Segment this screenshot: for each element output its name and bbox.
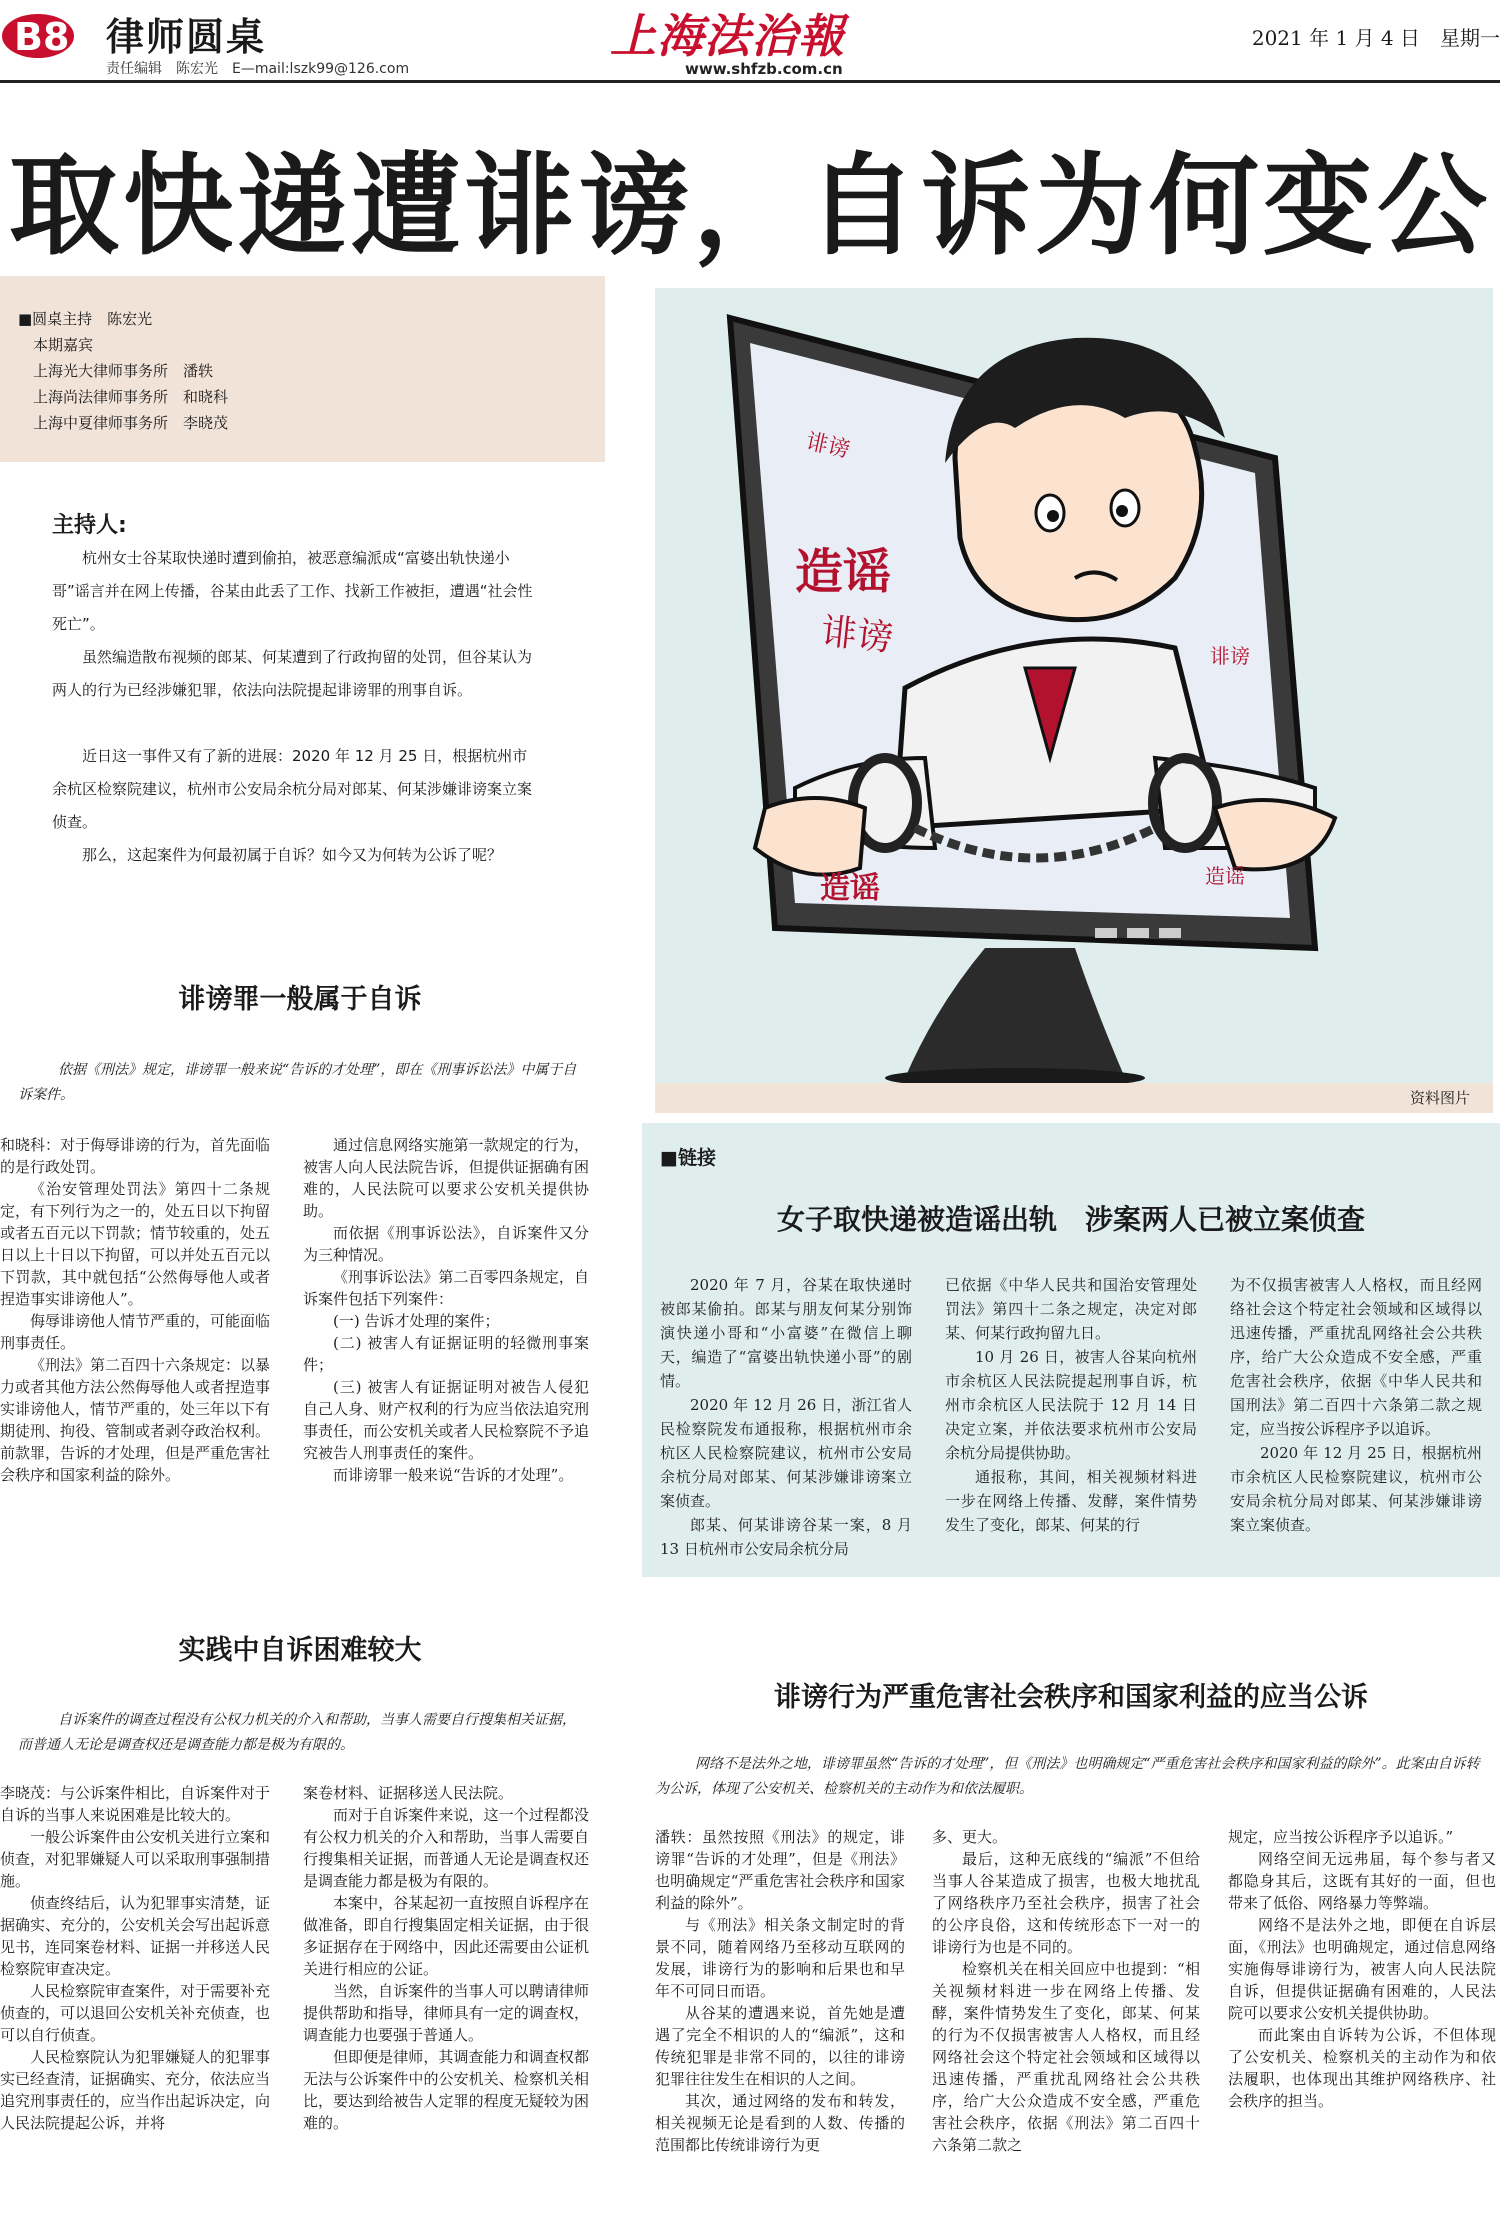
section-2-lead: 自诉案件的调查过程没有公权力机关的介入和帮助，当事人需要自行搜集相关证据，而普通人无论是调查权还是调查能力都是极为有限的。: [18, 1712, 576, 1753]
paragraph: 2020 年 12 月 25 日，根据杭州市余杭区人民检察院建议，杭州市公安局余杭分局对郎某、何某涉嫌诽谤案立案侦查。: [1230, 1444, 1482, 1534]
guests-label: 本期嘉宾: [18, 336, 94, 354]
paragraph: 其次，通过网络的发布和转发，相关视频无论是看到的人数、传播的范围都比传统诽谤行为更: [655, 2092, 905, 2154]
paragraph: 而依据《刑事诉讼法》，自诉案件又分为三种情况。: [303, 1224, 589, 1264]
illustration-credit: 资料图片: [1410, 1089, 1471, 1107]
host-line: ■圆桌主持 陈宏光: [18, 310, 153, 328]
paragraph: 一般公诉案件由公安机关进行立案和侦查，对犯罪嫌疑人可以采取刑事强制措施。: [0, 1828, 271, 1890]
monitor-stand: [905, 948, 1125, 1078]
paragraph: 《刑事诉讼法》第二百零四条规定，自诉案件包括下列案件：: [303, 1268, 589, 1308]
paragraph: 而诽谤罪一般来说“告诉的才处理”。: [333, 1466, 574, 1484]
paragraph: 而对于自诉案件来说，这一个过程都没有公权力机关的介入和帮助，当事人需要自行搜集相关证据，而普通人无论是调查权还是调查能力都是极为有限的。: [303, 1806, 589, 1890]
screen-word: 造谣: [795, 544, 892, 600]
paragraph: 已依据《中华人民共和国治安管理处罚法》第四十二条之规定，决定对郎某、何某行政拘留九日。: [945, 1276, 1197, 1342]
link-column: [1230, 1273, 1482, 1537]
paragraph: 而此案由自诉转为公诉，不但体现了公安机关、检察机关的主动作为和依法履职，也体现出其维护网络秩序、社会秩序的担当。: [1228, 2026, 1496, 2110]
paragraph: 《治安管理处罚法》第四十二条规定，有下列行为之一的，处五日以下拘留或者五百元以下罚款；情节较重的，处五日以上十日以下拘留，可以并处五百元以下罚款，其中就包括“公然侮辱他人或者捏造事实诽谤他人”。: [0, 1180, 271, 1308]
link-column: [945, 1273, 1197, 1537]
paragraph: 本案中，谷某起初一直按照自诉程序在做准备，即自行搜集固定相关证据，由于很多证据存在于网络中，因此还需要由公证机关进行相应的公证。: [303, 1894, 589, 1978]
intro-paragraph: 杭州女士谷某取快递时遭到偷拍，被恶意编派成“富婆出轨快递小哥”谣言并在网上传播，谷某由此丢了工作、找新工作被拒，遭遇“社会性死亡”。: [52, 549, 533, 633]
paragraph: 从谷某的遭遇来说，首先她是遭遇了完全不相识的人的“编派”，这和传统犯罪是非常不同的，以往的诽谤犯罪往往发生在相识的人之间。: [655, 2004, 905, 2088]
paragraph: 为不仅损害被害人人格权，而且经网络社会这个特定社会领域和区域得以迅速传播，严重扰乱网络社会公共秩序，给广大公众造成不安全感，严重危害社会秩序，依据《中华人民共和国刑法》第二百四十六条第二款之规定，应当按公诉程序予以追诉。: [1230, 1276, 1482, 1438]
masthead: [0, 0, 1500, 80]
paragraph: 2020 年 7 月，谷某在取快递时被郎某偷拍。郎某与朋友何某分别饰演快递小哥和“小富婆”在微信上聊天，编造了“富婆出轨快递小哥”的剧情。: [660, 1276, 912, 1390]
paragraph: 李晓茂：与公诉案件相比，自诉案件对于自诉的当事人来说困难是比较大的。: [0, 1784, 271, 1824]
paragraph: 与《刑法》相关条文制定时的背景不同，随着网络乃至移动互联网的发展，诽谤行为的影响和后果也和早年不可同日而语。: [655, 1916, 905, 2000]
guest-line: 上海尚法律师事务所 和晓科: [18, 388, 229, 406]
intro-paragraph: 那么，这起案件为何最初属于自诉？如今又为何转为公诉了呢？: [82, 846, 503, 864]
page-number: B8: [14, 15, 70, 59]
paragraph: 和晓科：对于侮辱诽谤的行为，首先面临的是行政处罚。: [0, 1136, 271, 1176]
paragraph: 通报称，其间，相关视频材料进一步在网络上传播、发酵，案件情势发生了变化，郎某、何某的行: [945, 1468, 1197, 1534]
paragraph: 潘轶：虽然按照《刑法》的规定，诽谤罪“告诉的才处理”，但是《刑法》也明确规定“严重危害社会秩序和国家利益的除外”。: [655, 1828, 905, 1912]
masthead-rule: [0, 80, 1500, 83]
paragraph: (三) 被害人有证据证明对被告人侵犯自己人身、财产权利的行为应当依法追究刑事责任，而公安机关或者人民检察院不予追究被告人刑事责任的案件。: [303, 1378, 589, 1462]
screen-word: 造谣: [820, 871, 880, 906]
roundtable-guests-box: [0, 276, 605, 462]
paragraph: 最后，这种无底线的“编派”不但给当事人谷某造成了损害，也极大地扰乱了网络秩序乃至社会秩序，损害了社会的公序良俗，这和传统形态下一对一的诽谤行为也是不同的。: [932, 1850, 1200, 1956]
paragraph: 人民检察院审查案件，对于需要补充侦查的，可以退回公安机关补充侦查，也可以自行侦查。: [0, 1982, 271, 2044]
section-3-title: 诽谤行为严重危害社会秩序和国家利益的应当公诉: [774, 1682, 1368, 1713]
link-label: ■链接: [660, 1147, 716, 1169]
section-2-title: 实践中自诉困难较大: [178, 1635, 422, 1666]
paragraph: (一) 告诉才处理的案件；: [333, 1312, 500, 1330]
screen-word: 造谣: [1205, 864, 1245, 888]
paragraph: 但即便是律师，其调查能力和调查权都无法与公诉案件中的公安机关、检察机关相比，要达到给被告人定罪的程度无疑较为困难的。: [303, 2048, 589, 2132]
paragraph: 侮辱诽谤他人情节严重的，可能面临刑事责任。: [0, 1312, 271, 1352]
paragraph: 多、更大。: [932, 1828, 1008, 1846]
guest-line: 上海光大律师事务所 潘轶: [18, 362, 214, 380]
paragraph: 《刑法》第二百四十六条规定：以暴力或者其他方法公然侮辱他人或者捏造事实诽谤他人，情节严重的，处三年以下有期徒刑、拘役、管制或者剥夺政治权利。前款罪，告诉的才处理，但是严重危害社会秩序和国家利益的除外。: [0, 1356, 271, 1484]
paragraph: (二) 被害人有证据证明的轻微刑事案件；: [303, 1334, 589, 1374]
paragraph: 检察机关在相关回应中也提到：“相关视频材料进一步在网络上传播、发酵，案件情势发生了变化，郎某、何某的行为不仅损害被害人人格权，而且经网络社会这个特定社会领域和区域得以迅速传播，严重扰乱网络社会公共秩序，给广大公众造成不安全感，严重危害社会秩序，依据《刑法》第二百四十六条第二款之: [932, 1960, 1200, 2154]
guest-line: 上海中夏律师事务所 李晓茂: [18, 414, 229, 432]
page-badge: [0, 6, 100, 64]
paragraph: 10 月 26 日，被害人谷某向杭州市余杭区人民法院提起刑事自诉，杭州市余杭区人民法院于 12 月 14 日决定立案，并依法要求杭州市公安局余杭分局提供协助。: [945, 1348, 1197, 1462]
issue-date: 2021 年 1 月 4 日 星期一: [1251, 26, 1500, 50]
screen-word: 诽谤: [803, 429, 853, 464]
paper-name-logo: 上海法治報: [610, 9, 845, 63]
paragraph: 人民检察院认为犯罪嫌疑人的犯罪事实已经查清，证据确实、充分，依法应当追究刑事责任的，应当作出起诉决定，向人民法院提起公诉，并将: [0, 2048, 271, 2132]
section-1-lead: 依据《刑法》规定，诽谤罪一般来说“告诉的才处理”，即在《刑事诉讼法》中属于自诉案件。: [18, 1062, 577, 1103]
section-1-column-right: [303, 1134, 589, 1486]
section-3-column: [932, 1826, 1200, 2156]
screen-word: 诽谤: [1210, 644, 1250, 668]
paragraph: 郎某、何某诽谤谷某一案，8 月 13 日杭州市公安局余杭分局: [660, 1516, 912, 1558]
paragraph: 网络不是法外之地，即便在自诉层面，《刑法》也明确规定，通过信息网络实施侮辱诽谤行为，被害人向人民法院自诉，但提供证据确有困难的，人民法院可以要求公安机关提供协助。: [1228, 1916, 1496, 2022]
link-title: 女子取快递被造谣出轨 涉案两人已被立案侦查: [776, 1203, 1365, 1236]
paragraph: 2020 年 12 月 26 日，浙江省人民检察院发布通报称，根据杭州市余杭区人民检察院建议，杭州市公安局余杭分局对郎某、何某涉嫌诽谤案立案侦查。: [660, 1396, 912, 1510]
section-1-column-left: [0, 1134, 270, 1486]
editor-line: 责任编辑 陈宏光 E—mail:lszk99@126.com: [106, 61, 410, 77]
link-column: [660, 1273, 912, 1561]
intro-paragraph: 近日这一事件又有了新的进展：2020 年 12 月 25 日，根据杭州市余杭区检察院建议，杭州市公安局余杭分局对郎某、何某涉嫌诽谤案立案侦查。: [52, 747, 533, 831]
paragraph: 案卷材料、证据移送人民法院。: [303, 1784, 514, 1802]
section-3-lead: 网络不是法外之地，诽谤罪虽然“告诉的才处理”，但《刑法》也明确规定“严重危害社会秩序和国家利益的除外”。此案由自诉转为公诉，体现了公安机关、检察机关的主动作为和依法履职。: [655, 1756, 1480, 1797]
paragraph: 通过信息网络实施第一款规定的行为，被害人向人民法院告诉，但提供证据确有困难的，人民法院可以要求公安机关提供协助。: [303, 1136, 589, 1220]
cartoon-illustration: [655, 288, 1493, 1083]
intro-heading: 主持人:: [52, 513, 127, 538]
section-title: 律师圆桌: [106, 15, 267, 59]
section-1-title: 诽谤罪一般属于自诉: [178, 984, 422, 1015]
paragraph: 当然，自诉案件的当事人可以聘请律师提供帮助和指导，律师具有一定的调查权，调查能力也要强于普通人。: [303, 1982, 589, 2044]
section-3-column: [655, 1826, 905, 2156]
main-headline: 取快递遭诽谤，自诉为何变公: [9, 142, 1491, 270]
paragraph: 侦查终结后，认为犯罪事实清楚，证据确实、充分的，公安机关会写出起诉意见书，连同案卷材料、证据一并移送人民检察院审查决定。: [0, 1894, 271, 1978]
section-2-column-left: [0, 1782, 270, 2134]
section-2-column-right: [303, 1782, 589, 2134]
paragraph: 网络空间无远弗届，每个参与者又都隐身其后，这既有其好的一面，但也带来了低俗、网络暴力等弊端。: [1228, 1850, 1496, 1912]
paper-url: www.shfzb.com.cn: [685, 60, 843, 78]
section-3-column: [1228, 1826, 1496, 2112]
intro-paragraph: 虽然编造散布视频的郎某、何某遭到了行政拘留的处罚，但谷某认为两人的行为已经涉嫌犯罪，依法向法院提起诽谤罪的刑事自诉。: [52, 648, 533, 699]
screen-word: 诽谤: [819, 611, 895, 660]
paragraph: 规定，应当按公诉程序予以追诉。”: [1228, 1828, 1454, 1846]
